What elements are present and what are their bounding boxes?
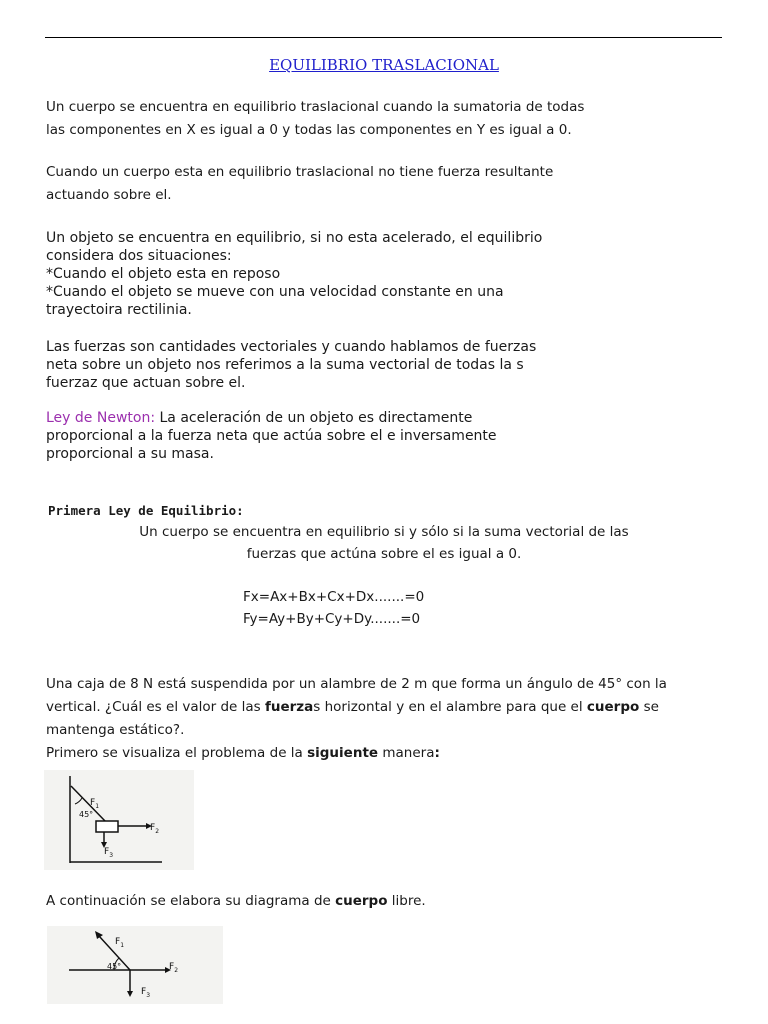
bold-word: fuerza [265,699,314,715]
text-line: *Cuando el objeto esta en reposo [46,266,281,282]
paragraph-resultant [46,161,553,207]
force-label-f2: $F_2$ [150,823,160,835]
page-title: EQUILIBRIO TRASLACIONAL [269,56,499,74]
paragraph-definition [46,96,584,142]
law-line-1: Un cuerpo se encuentra en equilibrio si y sólo si la suma vectorial de las [139,524,629,540]
text-line: Un objeto se encuentra en equilibrio, si no esta acelerado, el equilibrio [46,230,543,246]
text-line: las componentes en X es igual a 0 y todas las componentes en Y es igual a 0. [46,122,572,138]
text-line: neta sobre un objeto nos referimos a la suma vectorial de todas la s [46,357,524,373]
law-line-2: fuerzas que actúna sobre el es igual a 0. [246,546,522,562]
equation-fy: Fy=Ay+By+Cy+Dy.......=0 [243,611,421,627]
text-line: trayectoira rectilinia. [46,302,192,318]
bold-word: cuerpo [335,893,388,909]
free-body-diagram [47,926,223,1004]
problem-figure-svg [44,770,194,870]
text-line: fuerzaz que actuan sobre el. [46,375,246,391]
newton-label: Ley de Newton: [46,410,156,426]
text-line: Cuando un cuerpo esta en equilibrio traslacional no tiene fuerza resultante [46,164,554,180]
bold-word: siguiente [307,745,379,761]
angle-label: 45° [79,810,94,819]
free-body-diagram-svg [47,926,223,1004]
bold-word: cuerpo [586,699,640,715]
text-line: Una caja de 8 N está suspendida por un alambre de 2 m que forma un ángulo de 45° con la [46,676,667,692]
section-heading: Primera Ley de Equilibrio: [48,503,244,518]
top-rule [45,37,722,38]
text-line: Un cuerpo se encuentra en equilibrio traslacional cuando la sumatoria de todas [46,99,585,115]
paragraph-problem: Una caja de 8 N está suspendida por un alambre de 2 m que forma un ángulo de 45° con la vertical. ¿Cuál es el valor de las fuerzas horizontal y en el alambre para que el cuerpo se mantenga estático?. Primero se visualiza el problema de la siguiente manera: [46,673,667,765]
angle-label: 45° [107,962,122,971]
force-label-f2: $F_2$ [169,962,179,974]
force-label-f3: $F_3$ [104,847,114,859]
paragraph-newton [46,409,497,463]
paragraph-vectors [46,338,536,392]
text-line: considera dos situaciones: [46,248,232,264]
force-label-f1: $F_1$ [90,798,100,810]
force-label-f1: $F_1$ [115,937,125,949]
equation-fx: Fx=Ax+Bx+Cx+Dx.......=0 [243,589,425,605]
paragraph-situations [46,229,542,319]
text-line: proporcional a la fuerza neta que actúa sobre el e inversamente [46,428,497,444]
text-line: Las fuerzas son cantidades vectoriales y cuando hablamos de fuerzas [46,339,537,355]
force-label-f3: $F_3$ [141,987,151,999]
text-line: *Cuando el objeto se mueve con una velocidad constante en una [46,284,504,300]
text-line: actuando sobre el. [46,187,172,203]
problem-figure [44,770,194,870]
text-line: mantenga estático?. [46,722,185,738]
text-line: La aceleración de un objeto es directamente [155,410,473,426]
text-line: proporcional a su masa. [46,446,214,462]
paragraph-diagram: A continuación se elabora su diagrama de cuerpo libre. [46,893,426,909]
